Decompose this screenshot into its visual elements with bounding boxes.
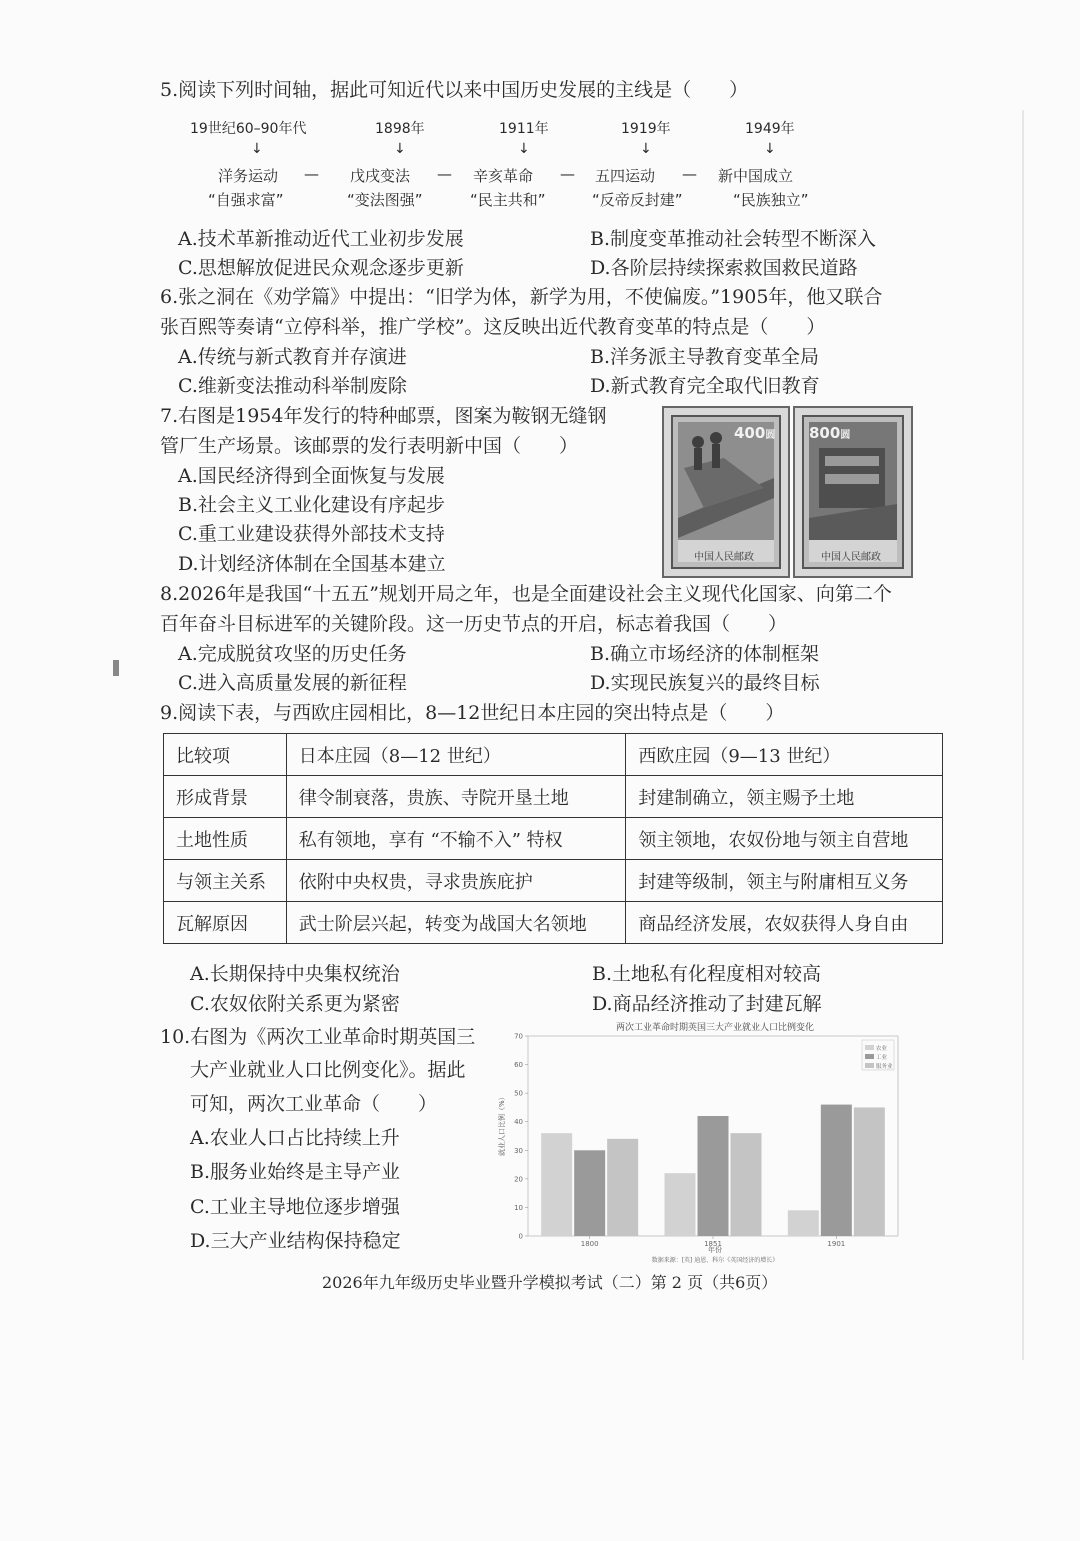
- bar: [821, 1105, 852, 1236]
- table-cell: 土地性质: [164, 818, 287, 860]
- q10-stem-line3: 可知，两次工业革命（ ）: [190, 1093, 438, 1115]
- timeline-slogan: “反帝反封建”: [592, 191, 683, 209]
- x-tick-label: 1800: [580, 1240, 599, 1248]
- timeline-event: 新中国成立: [718, 167, 794, 185]
- q5-option-d: D.各阶层持续探索救国救民道路: [590, 257, 858, 279]
- y-tick-label: 50: [514, 1089, 523, 1098]
- q5-stem: 5.阅读下列时间轴，据此可知近代以来中国历史发展的主线是（ ）: [160, 79, 749, 101]
- stamp-unit: 圆: [840, 430, 851, 441]
- table-cell: 封建制确立，领主赐予土地: [626, 776, 943, 818]
- q8-option-c: C.进入高质量发展的新征程: [178, 672, 407, 694]
- q7-option-c: C.重工业建设获得外部技术支持: [178, 523, 445, 545]
- y-tick-label: 0: [518, 1232, 523, 1241]
- bar: [854, 1107, 885, 1236]
- timeline-event: 五四运动: [595, 167, 656, 185]
- q9-option-c: C.农奴依附关系更为紧密: [190, 993, 400, 1015]
- q9-option-a: A.长期保持中央集权统治: [190, 963, 400, 985]
- y-tick-label: 20: [514, 1175, 523, 1184]
- down-arrow-icon: ↓: [764, 141, 776, 157]
- q6-option-b: B.洋务派主导教育变革全局: [590, 346, 820, 368]
- bar: [607, 1139, 638, 1236]
- down-arrow-icon: ↓: [251, 141, 263, 157]
- timeline-dash: —: [560, 165, 575, 183]
- chart-legend: [862, 1040, 894, 1070]
- timeline-dash: —: [682, 165, 697, 183]
- timeline-year: 1949年: [745, 121, 795, 137]
- q6-option-d: D.新式教育完全取代旧教育: [590, 375, 820, 397]
- y-tick-label: 60: [514, 1061, 523, 1070]
- bar: [698, 1116, 729, 1236]
- legend-swatch: [865, 1054, 874, 1059]
- x-tick-label: 1901: [827, 1240, 846, 1248]
- table-cell: 律令制衰落，贵族、寺院开垦土地: [286, 776, 626, 818]
- chart-title: 两次工业革命时期英国三大产业就业人口比例变化: [615, 1023, 815, 1033]
- bars: [541, 1105, 885, 1236]
- q7-option-d: D.计划经济体制在全国基本建立: [178, 553, 446, 575]
- q6-stem-line1: 6.张之洞在《劝学篇》中提出：“旧学为体，新学为用，不使偏废。”1905年，他又联合: [160, 286, 883, 308]
- q5-option-a: A.技术革新推动近代工业初步发展: [178, 228, 464, 250]
- q8-stem-line2: 百年奋斗目标进军的关键阶段。这一历史节点的开启，标志着我国（ ）: [160, 613, 788, 635]
- x-tick-label: 1851: [704, 1240, 722, 1248]
- table-cell: 商品经济发展，农奴获得人身自由: [626, 902, 943, 944]
- table-header-row: [164, 734, 943, 776]
- timeline-event: 洋务运动: [218, 167, 279, 185]
- table-header-cell: 比较项: [164, 734, 287, 776]
- scan-edge-line: [1022, 110, 1024, 1360]
- bar: [731, 1133, 762, 1236]
- down-arrow-icon: ↓: [518, 141, 530, 157]
- q6-option-a: A.传统与新式教育并存演进: [178, 346, 407, 368]
- stamp-value: 400: [734, 424, 766, 442]
- q7-stem-line2: 管厂生产场景。该邮票的发行表明新中国（ ）: [160, 435, 579, 457]
- q8-option-d: D.实现民族复兴的最终目标: [590, 672, 820, 694]
- timeline-year: 19世纪60–90年代: [190, 121, 307, 137]
- timeline-event: 辛亥革命: [473, 167, 534, 185]
- q10-option-d: D.三大产业结构保持稳定: [190, 1230, 401, 1252]
- q8-option-a: A.完成脱贫攻坚的历史任务: [178, 643, 407, 665]
- table-cell: 瓦解原因: [164, 902, 287, 944]
- legend-label: 工业: [876, 1055, 888, 1061]
- stamp-caption: 中国人民邮政: [694, 552, 754, 563]
- table-cell: 私有领地，享有 “不输不入” 特权: [286, 818, 626, 860]
- timeline-slogan: “自强求富”: [208, 191, 284, 209]
- chart-source: 数据来源：[英] 迪恩、科尔《英国经济的增长》: [651, 1257, 779, 1264]
- q5-option-b: B.制度变革推动社会转型不断深入: [590, 228, 877, 250]
- legend-swatch: [865, 1045, 874, 1050]
- legend-label: 服务业: [876, 1064, 893, 1070]
- q6-option-c: C.维新变法推动科举制废除: [178, 375, 407, 397]
- page-footer: 2026年九年级历史毕业暨升学模拟考试（二）第 2 页（共6页）: [322, 1273, 778, 1292]
- q9-option-b: B.土地私有化程度相对较高: [592, 963, 822, 985]
- timeline-slogan: “民族独立”: [733, 191, 809, 209]
- q7-option-a: A.国民经济得到全面恢复与发展: [178, 465, 445, 487]
- q8-stem-line1: 8.2026年是我国“十五五”规划开局之年，也是全面建设社会主义现代化国家、向第二个: [160, 583, 892, 605]
- bar: [665, 1173, 696, 1236]
- stamp-image: [793, 406, 913, 578]
- down-arrow-icon: ↓: [394, 141, 406, 157]
- q10-stem-line2: 大产业就业人口比例变化》。据此: [190, 1059, 466, 1081]
- timeline-slogan: “民主共和”: [470, 191, 546, 209]
- bar: [541, 1133, 572, 1236]
- y-axis: [514, 1033, 528, 1241]
- q10-option-c: C.工业主导地位逐步增强: [190, 1196, 400, 1218]
- q7-stem-line1: 7.右图是1954年发行的特种邮票，图案为鞍钢无缝钢: [160, 405, 607, 427]
- stamp-image: [662, 406, 790, 578]
- timeline-slogan: “变法图强”: [347, 191, 423, 209]
- bar: [574, 1150, 605, 1236]
- q9-stem: 9.阅读下表，与西欧庄园相比，8—12世纪日本庄园的突出特点是（ ）: [160, 702, 785, 724]
- q5-option-c: C.思想解放促进民众观念逐步更新: [178, 257, 464, 279]
- employment-chart: [490, 1016, 910, 1268]
- timeline-event: 戊戌变法: [350, 167, 411, 185]
- down-arrow-icon: ↓: [640, 141, 652, 157]
- q6-stem-line2: 张百熙等奏请“立停科举，推广学校”。这反映出近代教育变革的特点是（ ）: [160, 316, 826, 338]
- y-tick-label: 30: [514, 1146, 523, 1155]
- q7-option-b: B.社会主义工业化建设有序起步: [178, 494, 446, 516]
- legend-swatch: [865, 1063, 874, 1068]
- table-cell: 依附中央权贵，寻求贵族庇护: [286, 860, 626, 902]
- legend-label: 农业: [876, 1046, 888, 1052]
- q8-option-b: B.确立市场经济的体制框架: [590, 643, 820, 665]
- x-axis-label: 年份: [708, 1246, 722, 1254]
- table-cell: 形成背景: [164, 776, 287, 818]
- bar: [788, 1210, 819, 1236]
- stamp-value: 800: [809, 424, 841, 442]
- timeline-year: 1898年: [375, 121, 425, 137]
- q10-option-a: A.农业人口占比持续上升: [190, 1127, 400, 1149]
- table-row: [164, 860, 943, 902]
- comparison-table: [163, 733, 943, 944]
- q10-stem-line1: 10.右图为《两次工业革命时期英国三: [160, 1026, 476, 1048]
- timeline-dash: —: [304, 165, 319, 183]
- scan-mark: [113, 660, 119, 676]
- table-row: [164, 902, 943, 944]
- q9-option-d: D.商品经济推动了封建瓦解: [592, 993, 822, 1015]
- table-header-cell: 日本庄园（8—12 世纪）: [286, 734, 626, 776]
- table-cell: 武士阶层兴起，转变为战国大名领地: [286, 902, 626, 944]
- table-header-cell: 西欧庄园（9—13 世纪）: [626, 734, 943, 776]
- y-tick-label: 10: [514, 1203, 523, 1212]
- timeline-year: 1919年: [621, 121, 671, 137]
- table-cell: 封建等级制，领主与附庸相互义务: [626, 860, 943, 902]
- stamp-caption: 中国人民邮政: [821, 552, 881, 563]
- timeline-dash: —: [437, 165, 452, 183]
- timeline-year: 1911年: [499, 121, 549, 137]
- q10-option-b: B.服务业始终是主导产业: [190, 1161, 401, 1183]
- stamp-unit: 圆: [765, 430, 776, 441]
- table-row: [164, 818, 943, 860]
- table-row: [164, 776, 943, 818]
- table-cell: 领主领地，农奴份地与领主自营地: [626, 818, 943, 860]
- table-cell: 与领主关系: [164, 860, 287, 902]
- y-axis-label: 就业人口比例（%）: [498, 1093, 506, 1156]
- y-tick-label: 70: [514, 1032, 523, 1041]
- y-tick-label: 40: [514, 1118, 523, 1127]
